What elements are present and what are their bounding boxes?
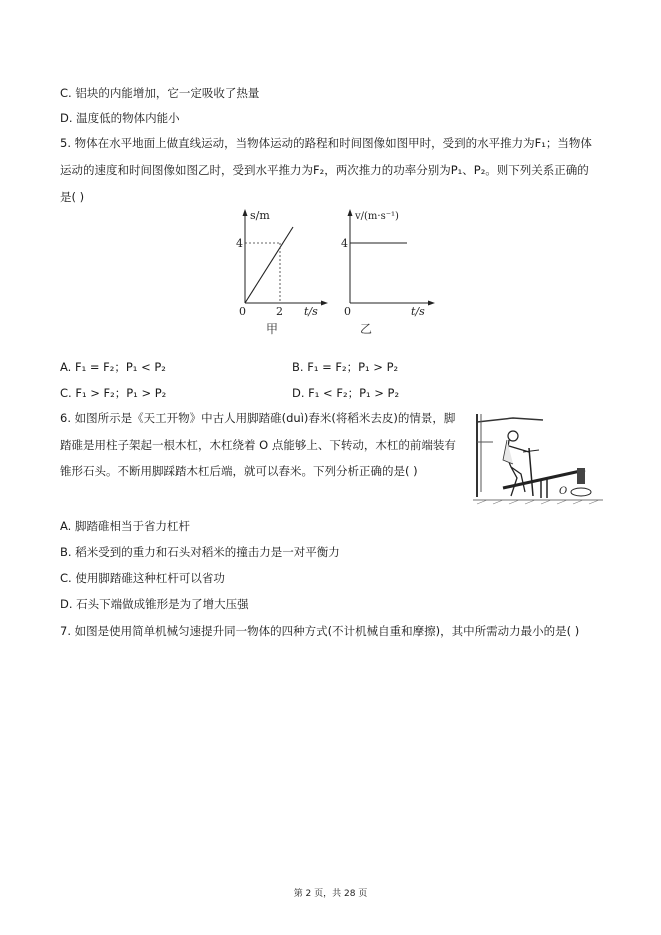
q5-option-d: D. F₁ < F₂；P₁ > P₂ xyxy=(292,386,400,400)
q6-option-a: A. 脚踏碓相当于省力杠杆 xyxy=(60,519,190,533)
graph-yi xyxy=(335,205,435,320)
q7-stem-line1: 7. 如图是使用简单机械匀速提升同一物体的四种方式(不计机械自重和摩擦)，其中所需动力最小的是( ) xyxy=(60,624,580,638)
graph-jia-xlabel: t/s xyxy=(304,305,318,318)
graph-jia-ylabel: s/m xyxy=(250,209,270,222)
graph-jia-origin: 0 xyxy=(239,305,246,318)
q6-option-b: B. 稻米受到的重力和石头对稻米的撞击力是一对平衡力 xyxy=(60,545,340,559)
q4-option-c: C. 铝块的内能增加，它一定吸收了热量 xyxy=(60,86,260,100)
graph-yi-tick-y: 4 xyxy=(341,237,348,250)
q5-option-c: C. F₁ > F₂；P₁ > P₂ xyxy=(60,386,167,400)
graph-yi-xlabel: t/s xyxy=(411,305,425,318)
graph-jia xyxy=(228,205,328,320)
graph-jia-caption: 甲 xyxy=(266,322,279,336)
graph-jia-tick-x: 2 xyxy=(276,305,283,318)
page-footer: 第 2 页，共 28 页 xyxy=(293,889,368,899)
q6-fulcrum-label: O xyxy=(559,486,568,497)
q5-stem-line3: 是( ) xyxy=(60,190,85,204)
q5-option-b: B. F₁ = F₂；P₁ > P₂ xyxy=(292,360,399,374)
graph-yi-origin: 0 xyxy=(344,305,351,318)
graph-jia-tick-y: 4 xyxy=(236,237,243,250)
graph-yi-ylabel: v/(m·s⁻¹) xyxy=(355,211,399,222)
q6-stem-line2: 踏碓是用柱子架起一根木杠，木杠绕着 O 点能够上、下转动，木杠的前端装有 xyxy=(60,438,456,452)
graph-jia-y-arrow xyxy=(243,209,248,216)
q6-stem-line1: 6. 如图所示是《天工开物》中古人用脚踏碓(duì)舂米(将稻米去皮)的情景，脚 xyxy=(60,411,456,425)
graph-jia-line xyxy=(245,227,293,303)
q6-option-d: D. 石头下端做成锥形是为了增大压强 xyxy=(60,597,249,611)
graph-yi-caption: 乙 xyxy=(360,322,373,336)
graph-yi-y-arrow xyxy=(348,209,353,216)
q5-stem-line1: 5. 物体在水平地面上做直线运动，当物体运动的路程和时间图像如图甲时，受到的水平推力为F₁；当物体 xyxy=(60,136,592,150)
q5-stem-line2: 运动的速度和时间图像如图乙时，受到水平推力为F₂，两次推力的功率分别为P₁、P₂。则下列关系正确的 xyxy=(60,163,589,177)
q4-option-d: D. 温度低的物体内能小 xyxy=(60,111,180,125)
q5-option-a: A. F₁ = F₂；P₁ < P₂ xyxy=(60,360,166,374)
graph-jia-x-arrow xyxy=(321,301,328,306)
graph-yi-x-arrow xyxy=(428,301,435,306)
q6-stem-line3: 锥形石头。不断用脚踩踏木杠后端，就可以舂米。下列分析正确的是( ) xyxy=(60,464,418,478)
q6-option-c: C. 使用脚踏碓这种杠杆可以省功 xyxy=(60,571,225,585)
q6-pedal-pestle-illustration xyxy=(473,412,603,510)
